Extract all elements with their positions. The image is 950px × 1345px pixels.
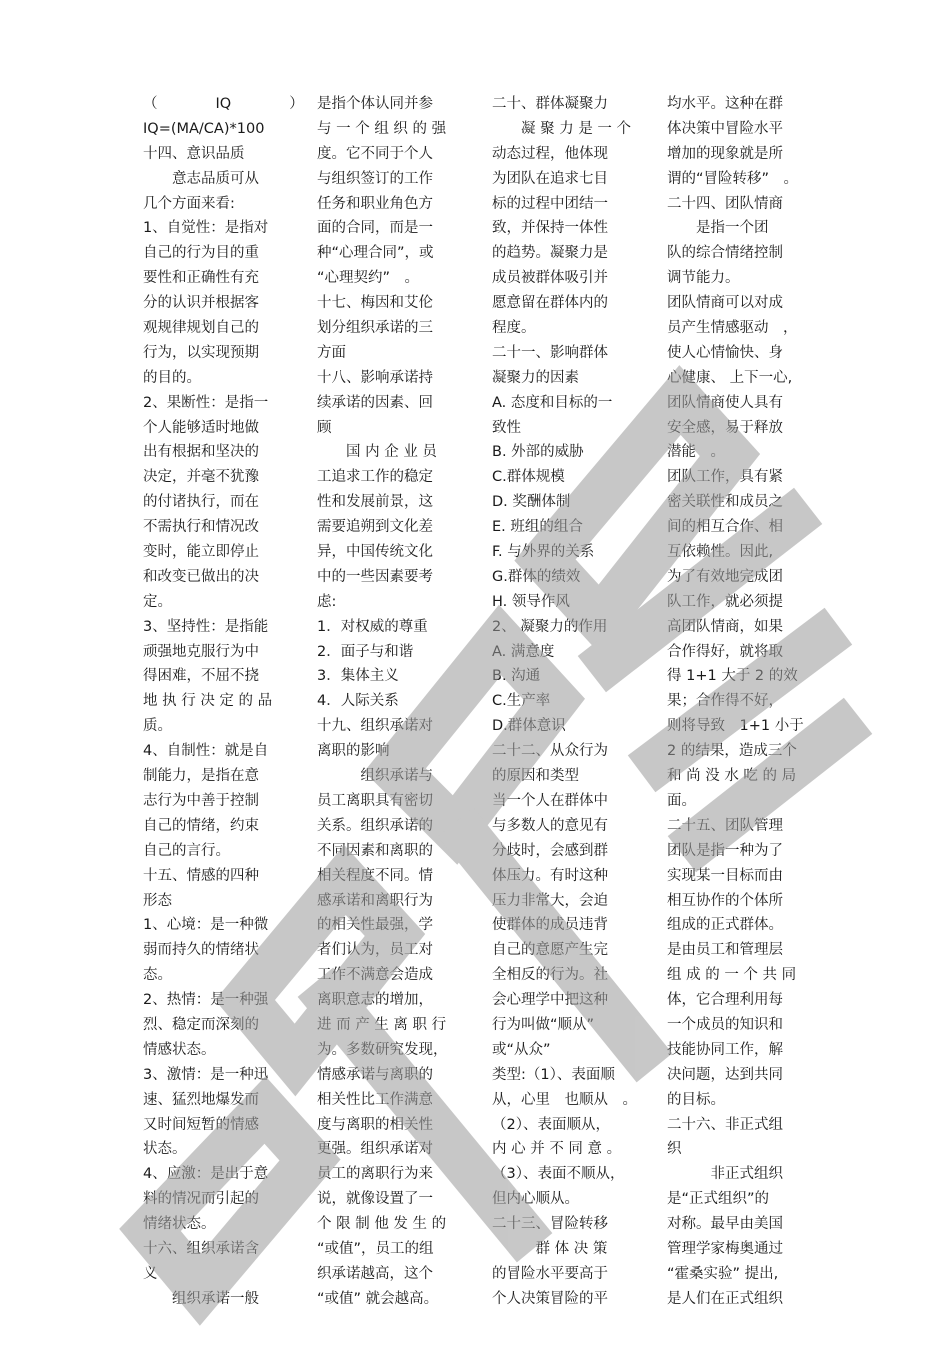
text-line: 织承诺越高，这个 <box>317 1265 433 1282</box>
text-line: 织 <box>667 1141 682 1158</box>
text-line: 态。 <box>143 967 172 984</box>
text-line: 离职意志的增加， <box>317 992 433 1009</box>
text-line: 十八、影响承诺持 <box>317 369 433 386</box>
text-line: 十五、情感的四种 <box>143 867 259 884</box>
text-line: 2、热情：是一种强 <box>143 992 269 1009</box>
text-line: 顽强地克服行为中 <box>143 643 259 660</box>
text-line: 十七、梅因和艾伦 <box>317 295 433 312</box>
text-line: 离职的影响 <box>317 743 390 760</box>
text-line: 3、激情：是一种迅 <box>143 1066 269 1083</box>
text-line: 分歧时，会感到群 <box>492 842 608 859</box>
text-line: 和改变已做出的决 <box>143 568 259 585</box>
text-line: 又时间短暂的情感 <box>143 1116 259 1133</box>
text-line: “霍桑实验” 提出, <box>667 1265 779 1282</box>
text-line: 组织承诺与 <box>317 768 433 785</box>
text-line: 2、果断性：是指一 <box>143 394 269 411</box>
text-line: 一个成员的知识和 <box>667 1016 783 1033</box>
text-line: 得 1+1 大于 2 的效 <box>667 668 798 685</box>
text-line: 相互协作的个体所 <box>667 892 783 909</box>
text-line: A. 满意度 <box>492 643 555 660</box>
text-line: 果；合作得不好， <box>667 693 783 710</box>
text-line: 愿意留在群体内的 <box>492 295 608 312</box>
text-line: 说，就像设置了一 <box>317 1191 433 1208</box>
text-line: 二十一、影响群体 <box>492 344 608 361</box>
text-line: C.群体规模 <box>492 469 565 486</box>
text-line: 使人心情愉快、身 <box>667 344 783 361</box>
text-line: 的目标。 <box>667 1091 725 1108</box>
text-line: 的趋势。凝聚力是 <box>492 245 608 262</box>
text-line: 决问题，达到共同 <box>667 1066 783 1083</box>
text-line: A. 态度和目标的一 <box>492 394 613 411</box>
text-line: 弱而持久的情绪状 <box>143 942 259 959</box>
text-line: 员工离职具有密切 <box>317 792 433 809</box>
text-line: 凝 聚 力 是 一 个 <box>492 120 632 137</box>
text-line: 的付诸执行，而在 <box>143 494 259 511</box>
text-line: 安全感，易于释放 <box>667 419 783 436</box>
text-line: 标的过程中团结一 <box>492 195 608 212</box>
text-column-1 <box>143 92 304 1312</box>
text-line: 自己的言行。 <box>143 842 230 859</box>
text-line: 团队情商可以对成 <box>667 295 783 312</box>
text-column-2 <box>317 92 462 1312</box>
text-line: 4、自制性：就是自 <box>143 743 269 760</box>
text-column-3 <box>492 92 637 1312</box>
text-line: 制能力，是指在意 <box>143 768 259 785</box>
text-line: 关系。组织承诺的 <box>317 817 433 834</box>
text-line: 合作得好，就将取 <box>667 643 783 660</box>
text-line: 体压力。有时这种 <box>492 867 608 884</box>
text-line: 烈、稳定而深刻的 <box>143 1016 259 1033</box>
text-line: 感承诺和离职行为 <box>317 892 433 909</box>
text-line: 1．对权威的尊重 <box>317 618 428 635</box>
text-line: 是指个体认同并参 <box>317 96 433 112</box>
text-line: 是指一个团 <box>667 220 769 237</box>
text-line: 性和发展前景，这 <box>317 494 433 511</box>
text-line: F. 与外界的关系 <box>492 544 595 561</box>
text-line: 是人们在正式组织 <box>667 1290 783 1307</box>
text-line: 十六、组织承诺含 <box>143 1240 259 1257</box>
text-line: 2．面子与和谐 <box>317 643 414 660</box>
text-line: 得困难，不屈不挠 <box>143 668 259 685</box>
text-line: 相关程度不同。情 <box>317 867 433 884</box>
text-line: 情感承诺与离职的 <box>317 1066 433 1083</box>
text-line: 续承诺的因素、回 <box>317 394 433 411</box>
text-line: 面。 <box>667 792 696 809</box>
text-line: 二十二、从众行为 <box>492 743 608 760</box>
text-line: 国 内 企 业 员 <box>317 444 437 461</box>
text-line: 4．人际关系 <box>317 693 399 710</box>
text-line: “心理契约” 。 <box>317 270 420 287</box>
text-line: 变时，能立即停止 <box>143 544 259 561</box>
text-line: 工作不满意会造成 <box>317 967 433 984</box>
text-line: 方面 <box>317 344 346 361</box>
text-line: 或“从众” <box>492 1041 551 1058</box>
text-line: 观规律规划自己的 <box>143 320 259 337</box>
text-line: 几个方面来看: <box>143 195 235 212</box>
text-line: 对称。最早由美国 <box>667 1216 783 1233</box>
text-line: 均水平。这种在群 <box>667 96 783 112</box>
text-line: 行为叫做“顺从” <box>492 1016 595 1033</box>
text-line: （3）、表面不顺从， <box>492 1166 625 1183</box>
text-line: 心健康、 上下一心, <box>667 369 793 386</box>
text-line: 管理学家梅奥通过 <box>667 1240 783 1257</box>
text-line: G.群体的绩效 <box>492 568 581 585</box>
text-line: 需要追朔到文化差 <box>317 519 433 536</box>
text-line: 队工作，就必须提 <box>667 593 783 610</box>
text-line: 互依赖性。因此, <box>667 544 774 561</box>
text-line: 面的合同，而是一 <box>317 220 433 237</box>
text-line: 为团队在追求七目 <box>492 170 608 187</box>
text-line: 谓的“冒险转移” 。 <box>667 170 799 187</box>
text-line: C.生产率 <box>492 693 551 710</box>
text-line: 间的相互合作、相 <box>667 519 783 536</box>
text-line: 质。 <box>143 718 172 735</box>
text-line: 的原因和类型 <box>492 768 579 785</box>
text-line: 3．集体主义 <box>317 668 399 685</box>
text-line: 异，中国传统文化 <box>317 544 433 561</box>
text-line: 度与离职的相关性 <box>317 1116 433 1133</box>
text-line: 为。多数研究发现， <box>317 1041 448 1058</box>
text-line: 员工的离职行为来 <box>317 1166 433 1183</box>
text-line: 全相反的行为。社 <box>492 967 608 984</box>
text-line: D. 奖酬体制 <box>492 494 571 511</box>
text-line: 2 的结果，造成三个 <box>667 743 797 760</box>
text-line: 的目的。 <box>143 369 201 386</box>
text-line: 不需执行和情况改 <box>143 519 259 536</box>
text-line: 料的情况而引起的 <box>143 1191 259 1208</box>
text-line: 顾 <box>317 419 332 436</box>
text-column-4 <box>667 92 812 1312</box>
text-line: 4、应激：是出于意 <box>143 1166 269 1183</box>
text-line: 1、心境：是一种微 <box>143 917 269 934</box>
text-line: 2、 凝聚力的作用 <box>492 618 608 635</box>
text-line: 潜能 。 <box>667 444 725 461</box>
text-line: 与多数人的意见有 <box>492 817 608 834</box>
text-line: 工追求工作的稳定 <box>317 469 433 486</box>
text-line: 意志品质可从 <box>143 170 259 187</box>
text-line: 体决策中冒险水平 <box>667 120 783 137</box>
text-line: 队的综合情绪控制 <box>667 245 783 262</box>
text-line: 行为，以实现预期 <box>143 344 259 361</box>
text-line: 凝聚力的因素 <box>492 369 579 386</box>
text-line: 形态 <box>143 892 172 909</box>
text-line: 出有根据和坚决的 <box>143 444 259 461</box>
text-line: 的相关性最强，学 <box>317 917 433 934</box>
text-line: 二十六、非正式组 <box>667 1116 783 1133</box>
text-line: 二十三、冒险转移 <box>492 1216 608 1233</box>
text-line: IQ=(MA/CA)*100 <box>143 120 265 137</box>
text-line: 决定，并毫不犹豫 <box>143 469 259 486</box>
text-line: （2）、表面顺从， <box>492 1116 610 1133</box>
text-line: B. 沟通 <box>492 668 541 685</box>
text-line: 组织承诺一般 <box>143 1290 259 1307</box>
text-line: 但内心顺从。 <box>492 1191 579 1208</box>
text-line: 情感状态。 <box>143 1041 216 1058</box>
text-line: 十四、意识品质 <box>143 145 245 162</box>
text-line: 与组织签订的工作 <box>317 170 433 187</box>
text-line: “或值”，员工的组 <box>317 1240 434 1257</box>
text-line: 内 心 并 不 同 意 。 <box>492 1141 622 1158</box>
text-line: 进 而 产 生 离 职 行 <box>317 1016 447 1033</box>
text-line: 团队情商使人具有 <box>667 394 783 411</box>
text-line: 当一个人在群体中 <box>492 792 608 809</box>
text-line: 高团队情商，如果 <box>667 618 783 635</box>
text-line: 使群体的成员违背 <box>492 917 608 934</box>
text-line: 3、坚持性：是指能 <box>143 618 269 635</box>
text-line: 度。它不同于个人 <box>317 145 433 162</box>
text-line: E. 班组的组合 <box>492 519 583 536</box>
text-line: 要性和正确性有充 <box>143 270 259 287</box>
text-line: H. 领导作风 <box>492 593 570 610</box>
text-line: 定。 <box>143 593 172 610</box>
text-line: 和 尚 没 水 吃 的 局 <box>667 768 797 785</box>
text-line: 从，心里 也顺从 。 <box>492 1091 637 1108</box>
text-line: 组 成 的 一 个 共 同 <box>667 967 797 984</box>
text-line: （ IQ ） <box>143 96 304 112</box>
text-line: 状态。 <box>143 1141 187 1158</box>
text-line: 速、猛烈地爆发而 <box>143 1091 259 1108</box>
text-line: 是由员工和管理层 <box>667 942 783 959</box>
text-line: 与 一 个 组 织 的 强 <box>317 120 447 137</box>
text-line: 1、自觉性：是指对 <box>143 220 269 237</box>
text-line: 动态过程，他体现 <box>492 145 608 162</box>
text-line: 地 执 行 决 定 的 品 <box>143 693 273 710</box>
text-line: 不同因素和离职的 <box>317 842 433 859</box>
text-line: 义 <box>143 1265 158 1282</box>
text-line: 体，它合理利用每 <box>667 992 783 1009</box>
text-line: 虑: <box>317 593 337 610</box>
text-line: 自己的行为目的重 <box>143 245 259 262</box>
text-line: 实现某一目标而由 <box>667 867 783 884</box>
text-line: 团队工作，具有紧 <box>667 469 783 486</box>
text-line: D.群体意识 <box>492 718 566 735</box>
text-line: 自己的意愿产生完 <box>492 942 608 959</box>
text-line: 志行为中善于控制 <box>143 792 259 809</box>
text-line: 中的一些因素要考 <box>317 568 433 585</box>
text-line: 是“正式组织”的 <box>667 1191 770 1208</box>
text-line: B. 外部的威胁 <box>492 444 584 461</box>
text-line: 程度。 <box>492 320 536 337</box>
text-line: 成员被群体吸引并 <box>492 270 608 287</box>
text-line: 任务和职业角色方 <box>317 195 433 212</box>
text-line: 二十、群体凝聚力 <box>492 96 608 112</box>
text-line: 的冒险水平要高于 <box>492 1265 608 1282</box>
text-line: 种“心理合同”，或 <box>317 245 434 262</box>
text-line: 员产生情感驱动 ， <box>667 320 798 337</box>
text-line: 群 体 决 策 <box>492 1240 608 1257</box>
text-line: 技能协同工作，解 <box>667 1041 783 1058</box>
text-line: 个 限 制 他 发 生 的 <box>317 1216 447 1233</box>
text-line: 则将导致 1+1 小于 <box>667 718 804 735</box>
text-line: 会心理学中把这种 <box>492 992 608 1009</box>
text-line: 个人能够适时地做 <box>143 419 259 436</box>
text-line: 团队是指一种为了 <box>667 842 783 859</box>
text-line: 致，并保持一体性 <box>492 220 608 237</box>
text-line: 二十四、团队情商 <box>667 195 783 212</box>
text-line: 更强。组织承诺对 <box>317 1141 433 1158</box>
text-line: 调节能力。 <box>667 270 740 287</box>
text-line: 组成的正式群体。 <box>667 917 783 934</box>
text-line: 者们认为，员工对 <box>317 942 433 959</box>
text-line: 密关联性和成员之 <box>667 494 783 511</box>
text-line: 为了有效地完成团 <box>667 568 783 585</box>
text-line: 类型:（1）、表面顺 <box>492 1066 615 1083</box>
text-line: 相关性比工作满意 <box>317 1091 433 1108</box>
text-line: 二十五、团队管理 <box>667 817 783 834</box>
text-line: 分的认识并根据客 <box>143 295 259 312</box>
text-line: 情绪状态。 <box>143 1216 216 1233</box>
text-line: “或值” 就会越高。 <box>317 1290 439 1307</box>
text-line: 增加的现象就是所 <box>667 145 783 162</box>
text-line: 十九、组织承诺对 <box>317 718 433 735</box>
text-line: 非正式组织 <box>667 1166 783 1183</box>
text-line: 划分组织承诺的三 <box>317 320 433 337</box>
text-line: 个人决策冒险的平 <box>492 1290 608 1307</box>
text-line: 自己的情绪，约束 <box>143 817 259 834</box>
text-line: 致性 <box>492 419 521 436</box>
text-line: 压力非常大，会迫 <box>492 892 608 909</box>
